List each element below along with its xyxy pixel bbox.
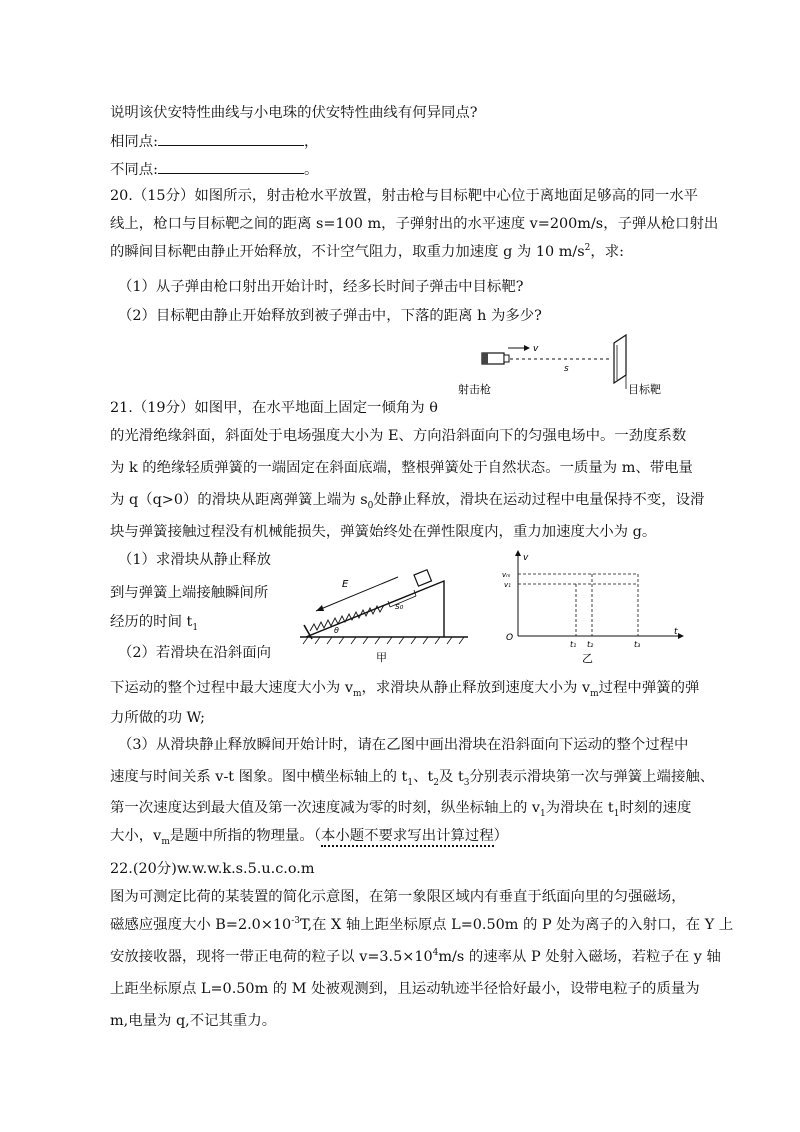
diff-point-label: 不同点: [110, 162, 159, 178]
gun-target-figure [458, 335, 680, 396]
p20-question2: （2）目标靶由静止开始释放到被子弹击中，下落的距离 h 为多少? [118, 308, 542, 324]
p21-q3-line3: 第一次速度达到最大值及第一次速度减为零的时刻，纵坐标轴上的 $v_1$为滑块在 $t_1$时刻的速度 [110, 800, 692, 819]
p21-q1-line2: 到与弹簧上端接触瞬间所 [110, 585, 269, 601]
p22-line5: m,电量为 q,不记其重力。 [110, 1013, 277, 1029]
slider-block [414, 570, 431, 586]
p21-line5: 块与弹簧接触过程没有机械能损失，弹簧始终处在弹性限度内，重力加速度大小为 g。 [110, 524, 657, 540]
p22-line1: 图为可测定比荷的某装置的简化示意图，在第一象限区域内有垂直于纸面向里的匀强磁场， [110, 889, 686, 905]
p21-q2-line3: 力所做的功 W; [110, 710, 205, 726]
fig-yi-caption: 乙 [582, 652, 593, 665]
theta-label: θ [334, 626, 339, 635]
incline-figure [298, 565, 478, 665]
p22-header: 22.(20分)w.w.w.k.s.5.u.c.o.m [110, 861, 315, 877]
t2-label: t₂ [587, 640, 594, 649]
distance-label: s [564, 364, 569, 374]
p21-q2-line2: 下运动的整个过程中最大速度大小为 $v_m$，求滑块从静止释放到速度大小为 $v_m$过程中弹簧的弹 [110, 680, 700, 699]
p21-q3-line4: 大小，$v_m$是题中所指的物理量。（本小题不要求写出计算过程） [110, 828, 509, 847]
vt-graph-figure [498, 548, 688, 666]
p22-line4: 上距坐标原点 L=0.50m 的 M 处被观测到，且运动轨迹半径恰好最小，设带电粒子的质量为 [110, 981, 700, 997]
p20-line1: 20.（15分）如图所示，射击枪水平放置，射击枪与目标靶中心位于离地面足够高的同一水平 [110, 188, 699, 204]
gun-label: 射击枪 [458, 383, 491, 396]
diff-point-end: 。 [304, 162, 319, 178]
t1-label: t₁ [570, 640, 577, 649]
vm-label: vₘ [502, 571, 511, 579]
p22-line2: 磁感应强度大小 $B=2.0\times 10^{-3}T$,在 X 轴上距坐标原点 L=0.50m 的 P 处为离子的入射口，在 Y 上 [110, 916, 734, 933]
no-calc-note: 本小题不要求写出计算过程 [321, 828, 494, 847]
same-point-label: 相同点: [110, 134, 159, 150]
p20-line2: 线上，枪口与目标靶之间的距离 s=100 m，子弹射出的水平速度 v=200m/s，子弹从枪口射出 [110, 216, 719, 232]
p21-q3-line1: （3）从滑块静止释放瞬间开始计时，请在乙图中画出滑块在沿斜面向下运动的整个过程中 [118, 737, 689, 753]
t-axis-label: t [674, 627, 678, 637]
p20-line3: 的瞬间目标靶由静止开始释放，不计空气阻力，取重力加速度 g 为 10 $m/s^2$，求: [110, 243, 625, 260]
p21-q1-line1: （1）求滑块从静止释放 [118, 552, 272, 568]
target-icon [614, 335, 626, 383]
p22-line3: 安放接收器，现将一带正电荷的粒子以 $v=3.5\times 10^4m/s$ 的速率从 P 处射入磁场，若粒子在 y 轴 [110, 948, 721, 965]
question-intro: 说明该伏安特性曲线与小电珠的伏安特性曲线有何异同点? [110, 105, 478, 121]
p21-line2: 的光滑绝缘斜面，斜面处于电场强度大小为 E、方向沿斜面向下的匀强电场中。一劲度系数 [110, 428, 687, 444]
fig-jia-caption: 甲 [376, 651, 387, 664]
gun-icon [482, 353, 509, 364]
diff-point-line [110, 158, 318, 180]
p21-line4: 为 q（q>0）的滑块从距离弹簧上端为 $s_0$处静止释放，滑块在运动过程中电量保持不变，设滑 [110, 492, 705, 511]
velocity-label: v [533, 344, 539, 354]
same-point-blank[interactable] [158, 130, 304, 146]
s0-label: s₀ [395, 602, 404, 612]
p21-q2-line1: （2）若滑块在沿斜面向 [118, 645, 272, 661]
v-axis-label: v [523, 553, 529, 563]
p21-line3: 为 k 的绝缘轻质弹簧的一端固定在斜面底端，整根弹簧处于自然状态。一质量为 m、带电量 [110, 460, 693, 476]
origin-label: O [506, 633, 514, 643]
p21-q1-line3: 经历的时间 $t_1$ [110, 614, 199, 633]
diff-point-blank[interactable] [158, 158, 304, 174]
p21-q3-line2: 速度与时间关系 v-t 图象。图中横坐标轴上的 $t_1$、$t_2$及 $t_3$分别表示滑块第一次与弹簧上端接触、 [110, 769, 715, 788]
same-point-end: ， [304, 134, 319, 150]
p20-question1: （1）从子弹由枪口射出开始计时，经多长时间子弹击中目标靶? [118, 279, 524, 295]
field-E-label: E [342, 579, 349, 590]
same-point-line [110, 130, 318, 152]
p21-line1: 21.（19分）如图甲，在水平地面上固定一倾角为 θ [110, 400, 438, 416]
target-label: 目标靶 [628, 383, 661, 396]
v1-label: v₁ [504, 581, 511, 589]
t3-label: t₃ [634, 640, 641, 649]
